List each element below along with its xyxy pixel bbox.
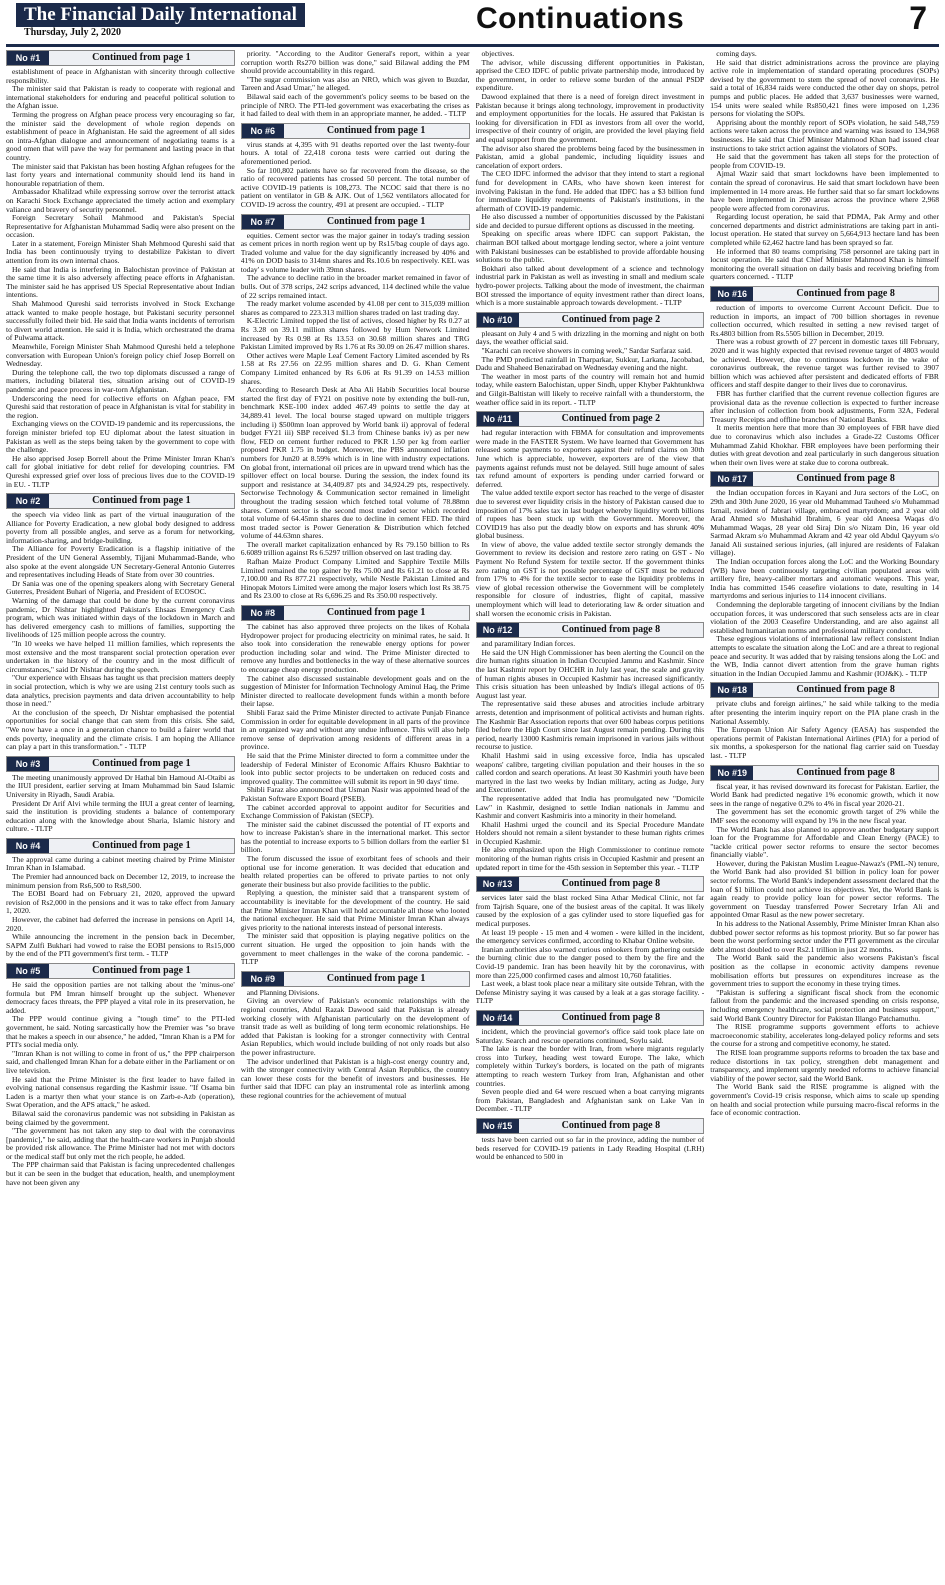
block-number: No #13 xyxy=(477,877,519,891)
block-title: Continued from page 1 xyxy=(284,972,469,986)
masthead xyxy=(6,0,939,47)
block-number: No #17 xyxy=(711,472,753,486)
block-body xyxy=(241,623,470,967)
block-number: No #16 xyxy=(711,287,753,301)
block-header xyxy=(6,50,235,66)
paragraph: and paramilitary Indian forces. xyxy=(481,639,576,649)
article-block xyxy=(6,50,235,489)
paragraph: So far 100,802 patients have so far recovered from the disease, so the ratio of recovered patients has crossed 50 percent. The total number of active COVID-19 patients is 108,273. The NCOC said that there is no patient on ventilator in GB & AJK. Out of 1,562 ventilators allocated for COVID-19 across the country, 491 at present are occupied. - TLTP xyxy=(240,165,470,209)
paragraph: Underscoring the need for collective efforts on Afghan peace, FM Qureshi said that restoration of peace in Afghanistan is vital for stability in the region. xyxy=(6,393,235,420)
block-title: Continued from page 8 xyxy=(519,1119,704,1133)
article-block xyxy=(710,765,939,1118)
paragraph: Speaking on specific areas where IDFC can support Pakistan, the chairman BOI talked about mortgage lending sector, where a joint venture with Pakistani businesses can be established to provide affordable housing solutions to the public. xyxy=(475,229,705,265)
paragraph: The overall market capitalization enhanced by Rs 79.150 billion to Rs 6.6089 trillion against Rs 6.5297 trillion observed on last trading day. xyxy=(240,539,470,558)
paragraph: private clubs and foreign airlines," he said while talking to the media after presenting the interim inquiry report on the PIA plane crash in the National Assembly. xyxy=(710,699,939,726)
block-header xyxy=(476,876,705,892)
paragraph: K-Electric Limited topped the list of actives, closed higher by Rs 0.27 at Rs 3.28 on 39.11 million shares followed by Hum Network Limited increased by Rs 0.98 at Rs 13.53 on 30.68 million shares and TRG Pakistan Limited improved by Rs 1.76 at Rs 30.09 on 26.47 million shares. xyxy=(240,316,470,352)
paragraph: "The government has not taken any step to deal with the coronavirus [pandemic]," he said, adding that the health-care workers in Punjab should be provided risk allowance. The Prime Minister had not met with doctors or the medical staff but only met the rich people, he added. xyxy=(6,1126,235,1161)
paragraph: Later in a statement, Foreign Minister Shah Mehmood Qureshi said that India has been continuously trying to destabilize Pakistan to divert attention from its own internal chaos. xyxy=(6,238,235,266)
block-header xyxy=(476,411,705,427)
paragraph: He said the UN High Commissioner has been alerting the Council on the dire human rights situation in Indian Occupied Jammu and Kashmir. Since the last Kashmir report by OHCHR in July last year, the scale and gravity of human rights abuses in Occupied Kashmir has increased significantly. This crisis situation has been unleashed by India's illegal actions of 05 August last year. xyxy=(475,647,705,700)
article-block xyxy=(710,471,939,678)
paragraph: Seven people died and 64 were rescued when a boat carrying migrants from Pakistan, Bangladesh and Afghanistan sank on Lake Van in December. - TLTP xyxy=(475,1087,705,1114)
article-block xyxy=(476,876,705,1006)
paragraph: These egregious violations of international law reflect consistent Indian attempts to escalate the situation along the LoC and are a threat to regional peace and security. It was added that by raising tensions along the LoC and the WB, India cannot divert attention from the grave human rights situation in the Indian Occupied Jammu and Kashmir (IOJ&K). - TLTP xyxy=(710,634,939,678)
block-body xyxy=(476,894,705,1006)
paragraph: He said that India is interfering in Balochistan province of Pakistan at the same time it is also adversely affecting peace efforts in Afghanistan. The minister said he has apprised US Special Representative about Indian intentions. xyxy=(6,264,235,300)
paragraph: The PPP would continue giving a "tough time" to the PTI-led government, he said. Noting sarcastically how the Premier was "so brave that he makes a speech in our absence," he added, "Imran Khan is a PM for PTI's social media only. xyxy=(6,1014,235,1050)
article-block xyxy=(6,963,235,1187)
paragraph: The value added textile export sector has reached to the verge of disaster due to severest ever liquidity crisis in the history of Pakistan caused due to imposition of 17% sales tax in last budget whereby liquidity worth billions of rupees has been stuck up with the Government. Moreover, the COVID19 has also put the deadly blow on exports and has shrunk 40% global business. xyxy=(475,488,705,541)
block-title: Continued from page 2 xyxy=(519,412,704,426)
paragraph: Rafhan Maize Product Company Limited and Sapphire Textile Mills Limited remained the top gainer by Rs 75.00 and Rs 61.21 to close at Rs 7,100.00 and Rs 877.21 respectively, while Nestle Pakistan Limited and Hinopak Motors Limited were among the major losers which lost Rs 38.75 and Rs 23.00 to close at Rs 6,696.25 and Rs 350.00 respectively. xyxy=(240,557,470,601)
block-body xyxy=(476,1028,705,1114)
paragraph: equities. Cement sector was the major gainer in today's trading session as cement prices in north region went up by Rs15/bag couple of days ago. Traded volume and value for the day significantly increased by 40% and 41% on DOD basis to 314mn shares and Rs.10.6 bn respectively. KEL was today' s volume leader with 39mn shares. xyxy=(240,230,470,274)
paragraph: The minister said the cabinet discussed the potential of IT exports and how to increase Pakistan's share in the international market. This sector has the potential to increase exports to 5 billion dollars from the earlier $1 billion. xyxy=(240,819,470,855)
block-body xyxy=(710,50,939,282)
paragraph: services later said the blast rocked Sina Athar Medical Clinic, not far from Tajrish Square, one of the busiest areas of the capital. It was likely caused by the explosion of a gas cylinder used to store liquefied gas for medical purposes. xyxy=(475,893,705,929)
block-title: Continued from page 1 xyxy=(49,494,234,508)
article-block xyxy=(476,312,705,407)
paragraph: Meanwhile, Foreign Minister Shah Mahmood Qureshi held a telephone conversation with European Union's foreign policy chief Josep Borrell on Wednesday. xyxy=(6,342,235,369)
paragraph: The cabinet has also approved three projects on the likes of Kohala Hydropower project for producing electricity on minimal rates, he said. It also took into consideration the renewable energy options for power production including solar and wind. The Prime Minister directed to remove any hurdles and bottlenecks in the way of these alternative sources to encourage cheap energy production. xyxy=(240,622,470,674)
paper-name: The Financial Daily International xyxy=(16,3,305,27)
paragraph: Foreign Secretary Sohail Mahmood and Pakistan's Special Representative for Afghanistan Muhammad Sadiq were also present on the occasion. xyxy=(6,213,235,240)
paragraph: The minister said that opposition is playing negative politics on the current situation. He urged the opposition to join hands with the government to meet challenges in the wake of the corona pandemic. - TLTP xyxy=(240,931,470,967)
block-number: No #12 xyxy=(477,623,519,637)
paragraph: Apprising about the monthly report of SOPs violation, he said 548,759 actions were taken across the province and warning was issued to 134,968 businesses. He said that Chief Minister Mahmood Khan had issued clear instructions to take strict action against the violators of SOPs. xyxy=(710,117,939,153)
block-header xyxy=(6,838,235,854)
paragraph: The meeting unanimously approved Dr Hathal bin Hamoud Al-Otaibi as the IIUI president, earlier serving at Imam Muhammad bin Saud Islamic University in Riyadh, Saudi Arabia. xyxy=(6,772,235,799)
block-body xyxy=(6,981,235,1187)
paragraph: "Karachi can receive showers in coming week," Sardar Sarfaraz said. xyxy=(481,346,693,355)
block-body xyxy=(241,141,470,210)
block-body xyxy=(476,50,705,308)
block-header xyxy=(710,682,939,698)
paragraph: FBR has further clarified that the current revenue collection figures are provisional data as the revenue collection is expected to further increase after inclusion of collection from book adjustments, Form 32A, Federal Treasury Receipts and offline branches of National Banks. xyxy=(710,388,939,424)
block-number: No #4 xyxy=(7,839,49,853)
block-number: No #8 xyxy=(242,606,284,620)
issue-date: Thursday, July 2, 2020 xyxy=(24,27,121,38)
block-body xyxy=(6,68,235,489)
paragraph: Shibli Faraz said the Prime Minister directed to activate Punjab Finance Commission in order for equitable development in all parts of the province in an organized way and without any undue influence. This will also help remove sense of deprivation among residents of different areas in a province. xyxy=(240,707,470,752)
paragraph: Dr Sania was one of the opening speakers along with Secretary General Guterres, President Buhari of Nigeria, and President of ECOSOC. xyxy=(6,578,235,597)
paragraph: virus stands at 4,395 with 91 deaths reported over the last twenty-four hours. A total of 22,418 corona tests were carried out during the aforementioned period. xyxy=(240,139,470,166)
paragraph: The PMD predicted rainfall in Tharparkar, Sukkur, Larkana, Jacobabad, Dadu and Shaheed Benazirabad on Wednesday evening and the night. xyxy=(475,354,705,373)
block-header xyxy=(6,963,235,979)
article-block xyxy=(6,838,235,959)
paragraph: Khalil Hashmi said in using excessive force, India has upscaled weapons' calibre, targeting civilian population and their houses in the so called cordon and search operations. At least 30 Kashmiri youth have been martyred in the last two weeks by Indian military, acting as Judge, Jury and Executioner. xyxy=(475,750,705,795)
block-number: No #19 xyxy=(711,766,753,780)
article-block xyxy=(476,50,705,308)
paragraph: The European Union Air Safety Agency (EASA) has suspended the operations permit of Pakistan International Airlines (PIA) for a period of six months, a spokesperson for the national flag carrier said on Tuesday last. - TLTP xyxy=(710,725,939,760)
paragraph: The World Bank said the RISE programme is aligned with the government's Covid-19 crisis response, which aims to scale up spending on health and social protection while pursuing macro-fiscal reforms in the face of economic contraction. xyxy=(710,1082,939,1118)
block-header xyxy=(476,1010,705,1026)
article-block xyxy=(476,1010,705,1114)
block-header xyxy=(6,493,235,509)
paragraph: "The sugar commission was also an NRO, which was given to Buzdar, Tareen and Asad Umar," he alleged. xyxy=(240,74,470,93)
block-header xyxy=(476,1118,705,1134)
paragraph: "Pakistan is suffering a significant fiscal shock from the economic fallout from the pandemic and the increased spending on crisis response, including emergency healthcare, social protection and business support," said World Bank Country Director for Pakistan Illango Patchamuthu. xyxy=(710,987,939,1023)
block-header xyxy=(6,756,235,772)
article-block xyxy=(710,682,939,760)
paragraph: Dawood explained that there is a need of foreign direct investment in Pakistan because it brings along technology, improvement in productivity and employment opportunities for the locals. He assured that Pakistan is looking for diversification in FDI as investors from all over the world, irrespective of their country of origin, are provided the level playing field and equal support from the government. xyxy=(475,91,705,144)
block-title: Continued from page 1 xyxy=(284,606,469,620)
paragraph: Last week, a blast took place near a military site outside Tehran, with the Defense Ministry saying it was caused by a leak at a gas storage facility. - TLTP xyxy=(475,979,705,1006)
block-title: Continued from page 8 xyxy=(753,472,938,486)
paragraph: Other actives were Maple Leaf Cement Factory Limited ascended by Rs 1.58 at Rs 27.56 on 22.95 million shares and D. G. Khan Cement Company Limited enhanced by Rs 6.06 at Rs 91.39 on 14.53 million shares. xyxy=(240,350,470,386)
block-body xyxy=(476,640,705,872)
block-body xyxy=(710,700,939,760)
paragraph: Bilawal said the coronavirus pandemic was not subsiding in Pakistan as being claimed by the government. xyxy=(6,1108,235,1127)
paragraph: However, during the Pakistan Muslim League-Nawaz's (PML-N) tenure, the World Bank had also provided $1 billion in policy loan for power sector reforms. The World Bank's independent assessment declared that the loan of $1 billion could not achieve its objectives. Yet, the World Bank is again ready to provide policy loan for power sector reforms. The government on Tuesday transferred Power Secretary Irfan Ali and appointed Omar Rasul as the new power secretary. xyxy=(710,858,939,920)
paragraph: The forum discussed the issue of exorbitant fees of schools and their optional use for income generation. It was decided that education and health related properties can be offered to private parties to not only generate their business but also provide facilities to the public. xyxy=(240,854,470,889)
column-1 xyxy=(6,50,235,1581)
paragraph: In his address to the National Assembly, Prime Minister Imran Khan also dubbed power sector reforms as his topmost priority. But so far power has been the worst performing sector under the PTI government as the circular debt almost doubled to over Rs2.1 trillion in just 22 months. xyxy=(710,919,939,954)
paragraph: The lake is near the border with Iran, from where migrants regularly cross into Turkey, heading west toward Europe. The lake, which completely within Turkey's borders, is located on the path of migrants attempting to reach western Turkey from Iran, Afghanistan and other countries. xyxy=(475,1044,705,1088)
paragraph: The RISE programme supports government efforts to achieve macroeconomic stability, accelerates long-delayed policy reforms and sets the course for a strong and competitive economy, he stated. xyxy=(710,1022,939,1049)
paragraph: the speech via video link as part of the virtual inauguration of the Alliance for Poverty Eradication, a new global body designed to address poverty from all possible angles, and serve as a forum for networking, information-sharing, and bridge-building. xyxy=(6,510,235,545)
block-header xyxy=(241,214,470,230)
paragraph: The ready market volume ascended by 41.08 per cent to 315,039 million shares as compared to 223.313 million shares traded on last trading day. xyxy=(240,299,470,317)
paragraph: The advisor also shared the problems being faced by the businessmen in Pakistan, amid a global pandemic, including liquidity issues and cancelation of export orders. xyxy=(475,143,705,170)
paragraph: The PPP chairman said that Pakistan is facing unprecedented challenges but it can be seen in the budget that education, health, and unemployment have not been given any xyxy=(6,1160,235,1187)
paragraph: There was a robust growth of 27 percent in domestic taxes till February, 2020 and it was highly expected that revised revenue target of 4803 would be achieved. However, due to continuous lockdown in the wake of coronavirus outbreak, the revenue target was further revised to 3907 billion which was achieved after persistent and dedicated efforts of FBR officers and staff despite danger to their lives due to coronavirus. xyxy=(710,337,939,390)
block-title: Continued from page 1 xyxy=(49,51,234,65)
block-number: No #7 xyxy=(242,215,284,229)
block-number: No #3 xyxy=(7,757,49,771)
paragraph: According to Research Desk at Aba Ali Habib Securities local bourse started the first day of FY21 on positive note by extending the bull-run, benchmark KSE-100 index added 467.49 points to settle the day at 34,889.41 level. The local bourse staged upward on multiple triggers including i) $500mn loan approved by World bank ii) approval of federal budget FY21 iii) SBP received $1.3 from Chinese banks iv) as per new flow, FED on cement further reduced to PKR 1.50 per kg from earlier proposed PKR 1.75 in budget. Moreover, the PBS announced inflation numbers for Jun20 at 8.59% which is in line with industry expectations. On global front, international oil prices are in upward trend which has the spillover effect on local bourse. During the session, the index found its support and resistance at 34,409.87 pts and 34,924.29 pts, respectively. Sectorwise Technology & Communication sector remained in limelight throughout the trading session which fetched total volume of 78.88mn shares. Cement sector is the second most traded sector which recorded total volume of 64.45mn shares due to decline in cement FED. The third most traded sector is Power Generation & Distribution which fetched volume of 44.63mn shares. xyxy=(240,385,470,541)
paragraph: incident, which the provincial governor's office said took place late on Saturday. Search and rescue operations continued, Soylu said. xyxy=(475,1026,705,1045)
column-3 xyxy=(476,50,705,1581)
block-header xyxy=(476,312,705,328)
paragraph: The Indian occupation forces along the LoC and the Working Boundary (WB) have been continuously targeting civilian populated areas with artillery fire, heavy-caliber mortars and automatic weapons. This year, India has committed 1546 ceasefire violations to date, resulting in 14 martyrdoms and serious injuries to 114 innocent civilians. xyxy=(710,557,939,601)
article-block xyxy=(241,971,470,1101)
block-body xyxy=(710,489,939,678)
paragraph: Regarding locust operation, he said that PDMA, Pak Army and other concerned departments and district administrations are taking part in anti-locust operation. He stated that survey on 5,664,913 hectare land has been completed while 62,462 hactre land has been sprayed so far. xyxy=(710,212,939,248)
article-block xyxy=(6,756,235,834)
article-block xyxy=(476,622,705,872)
page-number: 7 xyxy=(909,0,927,36)
paragraph: Condemning the deplorable targeting of innocent civilians by the Indian occupation forces, it was underscored that such senseless acts are in clear violation of the 2003 Ceasefire Understanding, and are also against all established humanitarian norms and professional military conduct. xyxy=(710,600,939,635)
block-body xyxy=(241,232,470,602)
paragraph: He informed that 80 teams comprising 758 personnel are taking part in locust operation. He said that Chief Minister Mahmood Khan is himself monitoring the overall situation on daily basis and receiving briefing from quarters concerned. - TLTP xyxy=(710,246,939,282)
paragraph: The Premier had announced back on December 12, 2019, to increase the minimum pension from Rs6,500 to Rs8,500. xyxy=(6,872,235,890)
article-block xyxy=(241,605,470,967)
paragraph: priority. "According to the Auditor General's report, within a year corruption worth Rs270 billion was done," said Bilawal adding the PM should provide accountability in this regard. xyxy=(240,50,470,76)
paragraph: The weather in most parts of the country will remain hot and humid today, while eastern Balochistan, upper Sindh, upper Khyber Pakhtunkhwa and Gilgit-Baltistan will likely to receive rainfall with a thunderstorm, the weather office said in its report. - TLTP xyxy=(475,371,705,407)
paragraph: The World Bank has also planned to approve another budgetary support loan for the Programme for Affordable and Clean Energy (PACE) to "tackle critical power sector reforms to ensure the sector becomes financially viable". xyxy=(710,824,939,860)
paragraph: The cabinet accorded approval to appoint auditor for Securities and Exchange Commission of Pakistan (SECP). xyxy=(240,802,470,821)
article-block xyxy=(476,1118,705,1162)
paragraph: fiscal year, it has revised downward its forecast for Pakistan. Earlier, the World Bank had predicted negative 1% economic growth, which it now sees in the range of negative 0.2% to 4% in fiscal year 2020-21. xyxy=(710,781,939,808)
block-title: Continued from page 1 xyxy=(49,839,234,853)
article-block xyxy=(476,411,705,618)
paragraph: He also emphasized upon the High Commissioner to continue remote monitoring of the human rights crisis in Occupied Kashmir and present an updated report in time for the 45th session in September this year. - TLTP xyxy=(475,845,705,872)
paragraph: Shibli Faraz also announced that Usman Nasir was appointed head of the Pakistan Software Export Board (PSEB). xyxy=(240,785,470,803)
block-body xyxy=(476,330,705,407)
block-body xyxy=(476,429,705,618)
paragraph: The minister said that Pakistan has been hosting Afghan refugees for the last forty years and international community should lend its hand in honourable repatriation of them. xyxy=(6,161,235,188)
block-header xyxy=(710,765,939,781)
paragraph: The EOBI Board had on February 21, 2020, approved the upward revision of Rs2,000 in the pensions and it was to take effect from January 1, 2020. xyxy=(6,889,235,916)
section-title: Continuations xyxy=(476,2,685,35)
paragraph: However, the cabinet had deferred the increase in pensions on April 14, 2020. xyxy=(6,915,235,933)
article-block xyxy=(241,50,470,119)
paragraph: pleasant on July 4 and 5 with drizzling in the morning and night on both days, the weather official said. xyxy=(475,328,705,347)
paragraph: "Imran Khan is not willing to come in front of us," the PPP chairperson said, and challenged Imran Khan for a debate either in the Parliament or on live television. xyxy=(6,1048,235,1075)
block-title: Continued from page 1 xyxy=(49,964,234,978)
paragraph: The advisor, while discussing different opportunities in Pakistan, apprised the CEO IDFC of public private partnership mode, introduced by the government, in order to relieve some burden of the annual PSDP expenditure. xyxy=(475,57,705,93)
block-header xyxy=(241,605,470,621)
block-title: Continued from page 8 xyxy=(519,877,704,891)
paragraph: had regular interaction with FBMA for consultation and improvements were made in the FASTER System. We have learned that Government has released some payments to exporters against their refund claims on 30th June which is appreciable, however, exporters are of the view that payments against refunds must not be delayed. Still huge amount of sales tax refund amount of exporters is pending under carried forward or deferred. xyxy=(475,428,705,489)
paragraph: President Dr Arif Alvi while terming the IIUI a great center of learning, said the institution is providing students a balance of contemporary education along with the knowledge about Sharia, Islamic history and culture. - TLTP xyxy=(6,798,235,834)
paragraph: At the conclusion of the speech, Dr Nishtar emphasised the potential opportunities for social change that can stem from this crisis. She said, "We now have a once in a generation chance to build a fairer world that ends poverty, inequality and the climate crisis. I am hoping the Alliance can play a part in this transformation." - TLTP xyxy=(6,707,235,752)
block-body xyxy=(476,1136,705,1162)
block-header xyxy=(710,286,939,302)
article-block xyxy=(241,123,470,210)
block-title: Continued from page 8 xyxy=(519,1011,704,1025)
block-title: Continued from page 1 xyxy=(284,124,469,138)
paragraph: "In 10 weeks we have helped 11 million families, which represents the most extensive and the most transparent social protection operation ever undertaken in the history of the country and in the most difficult of circumstances," said Dr Nishtar during the speech. xyxy=(6,639,235,674)
paragraph: Terming the progress on Afghan peace process very encouraging so far, the minister said the development of whole region depends on establishment of peace in Afghanistan. He said the agreement of all sides on intra-Afghan dialogue and announcement of negotiating teams is a good omen that will pave the way for permanent and lasting peace in that country. xyxy=(6,109,235,162)
article-block xyxy=(710,50,939,282)
block-body xyxy=(710,304,939,467)
paragraph: He said the opposition parties are not talking about the 'minus-one' formula but PM Imran himself brought up the subject. Whenever democracy faces threats, the PPP played a vital role in its preservation, he added. xyxy=(6,980,235,1015)
paragraph: The minister said that Pakistan is ready to cooperate with regional and international stakeholders for enduring and peaceful political solution to the Afghan issue. xyxy=(6,84,235,111)
paragraph: The approval came during a cabinet meeting chaired by Prime Minister Imran Khan in Islamabad. xyxy=(6,854,235,873)
block-title: Continued from page 1 xyxy=(284,215,469,229)
paragraph: Replying a question, the minister said that a transparent system of accountability is inevitable for the development of the country. He said that Prime Minister Imran Khan will hold accountable all those who looted the national exchequer. He said that Prime Minister Imran Khan always gives priority to the national interests instead of personal interests. xyxy=(240,888,470,932)
paragraph: At least 19 people - 15 men and 4 women - were killed in the incident, the emergency services confirmed, according to Khabar Online website. xyxy=(475,927,705,946)
paragraph: He also apprised Josep Borrell about the Prime Minister Imran Khan's call for global initiative for debt relief for developing countries. FM Qureshi expressed grief over loss of precious lives due to the COVID-19 in EU. - TLTP xyxy=(6,453,235,489)
paragraph: The World Bank said the pandemic also worsens Pakistan's fiscal position as the collapse in economic activity dampens revenue mobilisation efforts but pressures on expenditures increase as the government tries to support the economy in these trying times. xyxy=(710,953,939,989)
paragraph: coming days. xyxy=(716,50,757,58)
block-number: No #15 xyxy=(477,1119,519,1133)
paragraph: In view of above, the value added textile sector strongly demands the Government to review its decision and restore zero rating on GST - No Payment No Refund System for textile sector. If the government thinks zero rating on GST is not possible percentage of GST must be reduced from 17% to 4% for the textile sector to ease the liquidity problems in view of global recession otherwise the Government will be completely responsible for closure of industries, flight of capital, massive unemployment which will lead to deteriorating law & order situation and shall worsen the economic crisis in Pakistan. xyxy=(475,539,705,618)
paragraph: Warning of the damage that could be done by the current coronavirus pandemic, Dr Nishtar highlighted Pakistan's Ehsaas Emergency Cash program, which was initiated within days of the lockdown in March and has delivered emergency cash to millions of families, supporting the livelihoods of 125 million people across the country. xyxy=(6,596,235,640)
paragraph: Exchanging views on the COVID-19 pandemic and its repercussions, the foreign minister briefed top EU diplomat about the latest situation in Pakistan as well as the steps being taken by the government to cope with the challenge. xyxy=(6,419,235,455)
paragraph: He said that the government has taken all steps for the protection of people from COVID-19. xyxy=(710,152,939,170)
block-header xyxy=(710,471,939,487)
paragraph: Ambassador Khalilzad while expressing sorrow over the terrorist attack on Karachi Stock Exchange appreciated the timely action and exemplary valiance and bravery of security personnel. xyxy=(6,187,235,214)
paragraph: The CEO IDFC informed the advisor that they intend to start a regional fund for development in CARs, who have shown keen interest for involving Pakistan in the fund. He added that IDFC has a $3 billion fund for immediate liquidity requirements of Pakistan's institutions, in the aftermath of COVID-19 pandemic. xyxy=(475,169,705,213)
paragraph: "Our experience with Ehsaas has taught us that precision matters deeply in social protection, which is why we are using 21st century tools such as data analytics, precision payments and data driven accountability to help those in need." xyxy=(6,673,235,709)
paragraph: Khalil Hashmi urged the council and its Special Procedure Mandate Holders should not remain a silent bystander to these human rights crimes in Occupied Kashmir. xyxy=(475,819,705,846)
paragraph: The cabinet also discussed sustainable development goals and on the suggestion of Minister for Information Technology Aminul Haq, the Prime Minister directed to reallocate development funds within a month before their lapse. xyxy=(240,673,470,709)
paragraph: tests have been carried out so far in the province, adding the number of beds reserved for COVID-19 patients in Lady Reading Hospital (LRH) would be enhanced to 500 in xyxy=(475,1134,705,1162)
block-number: No #6 xyxy=(242,124,284,138)
paragraph: reduction of imports to overcome Current Account Deficit. Due to reduction in imports, an impact of 700 billion shortages in revenue collection occurred, which resulted in setting a new revised target of Rs.4803 billion from Rs.5505 billion in December, 2019. xyxy=(710,303,939,338)
block-title: Continued from page 8 xyxy=(753,287,938,301)
paragraph: The representative said these abuses and atrocities include arbitrary arrests, detention and imprisonment of political activists and human rights. The Kashmir Bar Association reports that over 600 habeas corpus petitions filed before the High Court since last August remain pending. During this period, nearly 13000 Kashmiris remain imprisoned in various jails without recourse to justice. xyxy=(475,699,705,752)
block-number: No #1 xyxy=(7,51,49,65)
paragraph: The government has set the economic growth target of 2% while the IMF sees the economy will expand by 1% in the new fiscal year. xyxy=(710,807,939,825)
block-body xyxy=(241,989,470,1101)
block-title: Continued from page 2 xyxy=(519,313,704,327)
block-body xyxy=(241,50,470,119)
paragraph: He said that the Prime Minister directed to form a committee under the leadership of Federal Minister of Economic Affairs Khusro Bakhtiar to look into public sector projects to be undertaken on reduced costs and improved quality. The committee will submit its report in 90 days' time. xyxy=(240,750,470,786)
paragraph: Ajmal Wazir said that smart lockdowns have been implemented to contain the spread of coronavirus. He said that smart lockdown have been implemented in 14 more areas. He further said that so far smart lockdowns have been implemented in 290 areas across the province where 2,968 people were affected from coronavirus. xyxy=(710,169,939,213)
paragraph: Shah Mahmood Qureshi said terrorists involved in Stock Exchange attack wanted to make people hostage, but Pakistani security personnel successfully foiled their bid. He said that India wants incidents of terrorism to divert world attention. He said it is India, which orchestrated the drama of Pulwama attack. xyxy=(6,299,235,343)
paragraph: The representative added that India has promulgated new "Domicile Law" in Kashmir, designed to settle Indian nationals in Jammu and Kashmir and convert Kashmiris into a minority in their homeland. xyxy=(475,793,705,821)
block-title: Continued from page 1 xyxy=(49,757,234,771)
block-title: Continued from page 8 xyxy=(753,766,938,780)
block-number: No #9 xyxy=(242,972,284,986)
paragraph: While announcing the increment in the pension back in December, SAPM Zulfi Bukhari had vowed to raise the EOBI pensions to Rs15,000 by the end of the PTI government's first term. - TLTP xyxy=(6,932,235,959)
paragraph: He said that the Prime Minister is the first leader to have failed in evolving national consensus regarding the Kashmir issue. "If Osama bin Laden is a martyr then what your stance is on Zarb-e-Azb (operation), Swat Operation, and the APS attack," he asked. xyxy=(6,1074,235,1110)
block-header xyxy=(241,123,470,139)
column-2 xyxy=(241,50,470,1581)
block-header xyxy=(241,971,470,987)
block-body xyxy=(710,783,939,1118)
article-block xyxy=(6,493,235,752)
block-header xyxy=(476,622,705,638)
paragraph: Bilawal said each of the government's policy seems to be based on the principle of NRO. The PTI-led government was exacerbating the crises as it had failed to deal with them in an appropriate manner, he added. - TLTP xyxy=(240,91,470,119)
paragraph: He said that district administrations across the province are playing active role in implementation of standard operating procedures (SOPs) devised by the government to stem the spread of novel coronavirus. He said a total of 16,834 raids were conducted the other day on shops, petrol pumps and public places. He added that 3,637 businesses were warned, 154 units were sealed while Rs850,421 fines were imposed on 1,236 persons for violating the SOPs. xyxy=(710,57,939,119)
block-number: No #10 xyxy=(477,313,519,327)
paragraph: It merits mention here that more than 30 employees of FBR have died due to coronavirus which also includes a Grade-22 Customs Officer Muhammad Zahid Khokhar. FBR employees have been performing their duties with great devotion and zeal particularly in such dangerous situation when their own lives were at stake due to corona outbreak. xyxy=(710,423,939,467)
paragraph: During the telephone call, the two top diplomats discussed a range of matters, including bilateral ties, situation arising out of COVID-19 pandemic and peace process in war-torn Afghanistan. xyxy=(6,367,235,394)
paragraph: establishment of peace in Afghanistan with sincerity through collective responsibility. xyxy=(6,67,235,85)
block-title: Continued from page 8 xyxy=(519,623,704,637)
article-block xyxy=(710,286,939,467)
paragraph: the Indian occupation forces in Kayani and Jura sectors of the LoC, on 29th and 30th June 2020, 16 year old Muhammad Tauheed s/o Muhammad Ismail, resident of Jabrari village, embraced martyrdom; and 2 year old Arad Ahmed s/o Mushahid Ibrahim, 6 year old Aneesa Waqas d/o Muhammad Waqas, 28 year old Siraj Din s/o Nizam Din, 16 year old Sarmad Akram s/o Muhammad Akram and 42 year old Abdul Qayyum s/o Janaid Ali sustained serious injuries, (all injured are residents of Falakan village). xyxy=(710,488,939,558)
block-number: No #2 xyxy=(7,494,49,508)
block-number: No #5 xyxy=(7,964,49,978)
block-body xyxy=(6,511,235,752)
paragraph: He also discussed a number of opportunities discussed by the Pakistani side and decided to pursue different options as discussed in the meeting. xyxy=(475,212,705,230)
article-block xyxy=(241,214,470,602)
paragraph: and Planning Divisions. xyxy=(246,987,320,997)
paragraph: The RISE loan programme supports reforms to broaden the tax base and reduce distortions in tax policy, strengthen debt management and transparency, and implement urgently needed reforms to achieve financial viability of the power sector, said the World Bank. xyxy=(710,1047,939,1083)
paragraph: Iranian authorities also warned curious onlookers from gathering outside the burning clinic due to the danger posed to them by the fire and the Covid-19 pandemic. Iran has been heavily hit by the coronavirus, with more than 225,000 confirmed cases and almost 10,760 fatalities. xyxy=(475,944,705,980)
paragraph: objectives. xyxy=(481,50,515,58)
block-body xyxy=(6,856,235,959)
paragraph: The advance to decline ratio in the broader market remained in favor of bulls. Out of 378 scrips, 242 scrips advanced, 114 declined while the value of 22 scrips remained intact. xyxy=(240,273,470,300)
block-body xyxy=(6,774,235,834)
paragraph: Bokhari also talked about development of a science and technology industrial park in Pakistan as well as investing in small and medium scale hydro-power projects. Talking about the mode of investment, the chairman BOI stressed the importance of equity investment rather than direct loans, which is a more sustainable approach towards development. - TLTP xyxy=(475,263,705,308)
block-number: No #18 xyxy=(711,683,753,697)
block-number: No #14 xyxy=(477,1011,519,1025)
paragraph: Giving an overview of Pakistan's economic relationships with the regional countries, Abdul Razak Dawood said that Pakistan is already working closely with Afghanistan particularly on the development of transit trade as well as building of long term economic relationships. He added that Pakistan is looking for a stronger connectivity with Central Asian Republics, which would include building of not only roads but also the power infrastructure. xyxy=(240,996,470,1057)
block-number: No #11 xyxy=(477,412,519,426)
column-4 xyxy=(710,50,939,1581)
paragraph: The advisor underlined that Pakistan is a high-cost energy country and, with the stronger connectivity with Central Asian Republics, the country can lower these costs for the benefit of investors and businesses. He further said that IDFC can play an instrumental role as interlink among these regional countries for the achievement of mutual xyxy=(240,1056,470,1100)
paragraph: The Alliance for Poverty Eradication is a flagship initiative of the President of the UN General Assembly, Tijjani Muhammad-Bande, who also spoke at the event alongside UN Secretary-General Antonio Guterres and representatives including Heads of State from over 30 countries. xyxy=(6,544,235,580)
block-title: Continued from page 8 xyxy=(753,683,938,697)
columns xyxy=(6,50,939,1581)
